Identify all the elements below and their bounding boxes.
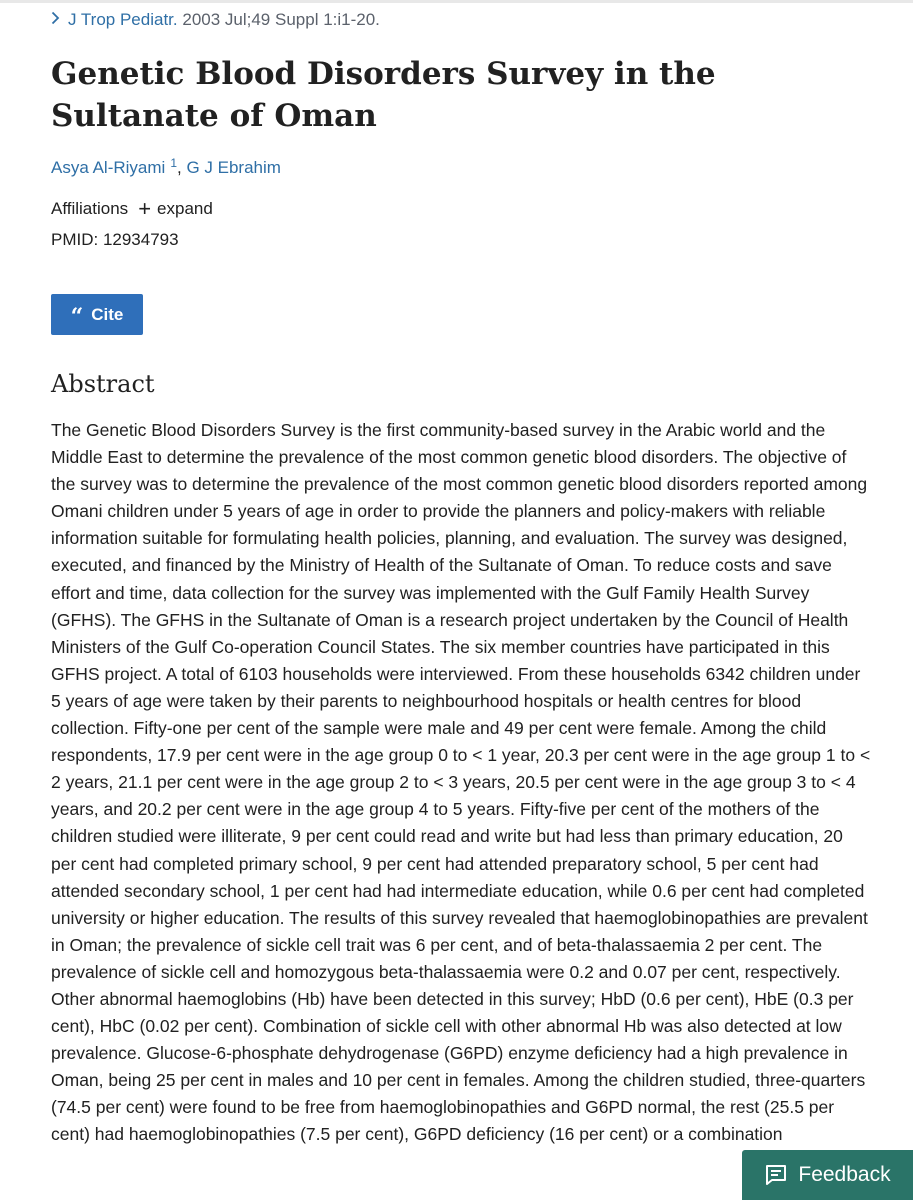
abstract-text: The Genetic Blood Disorders Survey is the first community-based survey in the Arabic world and the Middle East to determine the prevalence of the most common genetic blood disorders. The objective of the survey was to determine the prevalence of the most common genetic blood disorders reported among Omani children under 5 years of age in order to provide the planners and policy-makers with reliable information suitable for formulating health policies, planning, and evaluation. The survey was designed, executed, and financed by the Ministry of Health of the Sultanate of Oman. To reduce costs and save effort and time, data collection for the survey was implemented with the Gulf Family Health Survey (GFHS). The GFHS in the Sultanate of Oman is a research project undertaken by the Council of Health Ministers of the Gulf Co-operation Council States. The six member countries have participated in this GFHS project. A total of 6103 households were interviewed. From these households 6342 children under 5 years of age were taken by their parents to neighbourhood hospitals or health centres for blood collection. Fifty-one per cent of the sample were male and 49 per cent were female. Among the child respondents, 17.9 per cent were in the age group 0 to < 1 year, 20.3 per cent were in the age group 1 to < 2 years, 21.1 per cent were in the age group 2 to < 3 years, 20.5 per cent were in the age group 3 to < 4 years, and 20.2 per cent were in the age group 4 to 5 years. Fifty-five per cent of the mothers of the children studied were illiterate, 9 per cent could read and write but had less than primary education, 20 per cent had completed primary school, 9 per cent had attended preparatory school, 5 per cent had attended secondary school, 1 per cent had had intermediate education, while 0.6 per cent had completed university or higher education. The results of this survey revealed that haemoglobinopathies are prevalent in Oman; the prevalence of sickle cell trait was 6 per cent, and of beta-thalassaemia 2 per cent. The prevalence of sickle cell and homozygous beta-thalassaemia were 0.2 and 0.07 per cent, respectively. Other abnormal haemoglobins (Hb) have been detected in this survey; HbD (0.6 per cent), HbE (0.3 per cent), HbC (0.02 per cent). Combination of sickle cell with other abnormal Hb was also detected at low prevalence. Glucose-6-phosphate dehydrogenase (G6PD) enzyme deficiency had a high prevalence in Oman, being 25 per cent in males and 10 per cent in females. Among the children studied, three-quarters (74.5 per cent) were found to be free from haemoglobinopathies and G6PD normal, the rest (25.5 per cent) had haemoglobinopathies (7.5 per cent), G6PD deficiency (16 per cent) or a combination [51, 420, 871, 1145]
author-list [51, 156, 281, 178]
author-link[interactable]: G J Ebrahim [186, 158, 281, 177]
affiliation-ref-link[interactable]: 1 [170, 156, 177, 170]
citation-line [51, 10, 380, 30]
affiliations-row [51, 196, 213, 221]
feedback-label: Feedback [798, 1163, 891, 1186]
abstract-heading: Abstract [51, 370, 155, 398]
author-separator: , [177, 158, 182, 177]
feedback-button[interactable] [742, 1150, 913, 1200]
author-link[interactable]: Asya Al-Riyami [51, 158, 166, 177]
pmid: PMID: 12934793 [51, 230, 179, 249]
article-title: Genetic Blood Disorders Survey in the Sultanate of Oman [51, 56, 716, 134]
chevron-right-icon[interactable] [51, 11, 60, 30]
cite-button[interactable] [51, 294, 143, 335]
cite-button-label: Cite [91, 304, 124, 324]
plus-icon[interactable]: + [138, 196, 152, 221]
top-divider [0, 0, 913, 3]
affiliations-label: Affiliations [51, 199, 129, 218]
affiliations-expand-toggle[interactable] [128, 196, 213, 221]
journal-link[interactable]: J Trop Pediatr. [68, 10, 178, 29]
expand-label[interactable]: expand [157, 199, 213, 218]
feedback-icon [764, 1163, 788, 1187]
quote-icon: “ [70, 304, 84, 330]
citation-details: 2003 Jul;49 Suppl 1:i1-20. [182, 10, 380, 29]
